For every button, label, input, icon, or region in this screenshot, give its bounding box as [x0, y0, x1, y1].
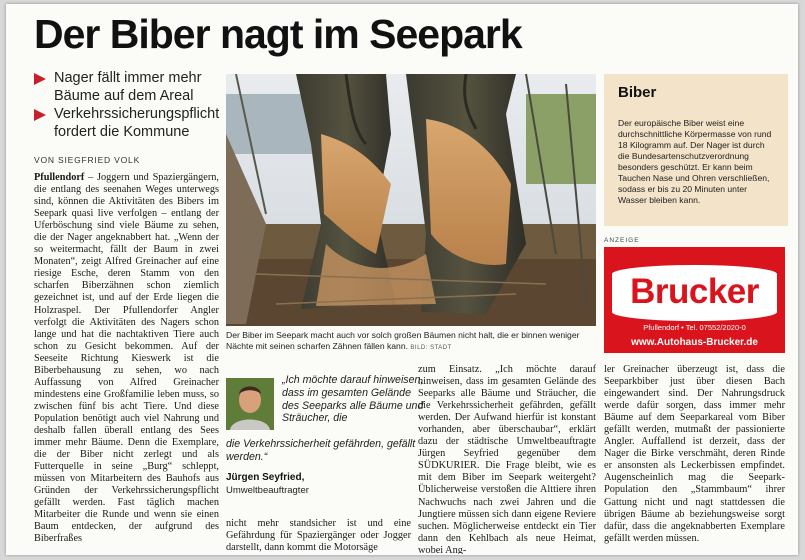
teaser-item — [34, 106, 224, 141]
newspaper-page — [6, 4, 798, 555]
article-column-4: ler Greinacher überzeugt ist, dass die Seeparkbiber just über diesen Bach eingewandert sind. Der Nahrungsdruck werde dafür sorgen, dass immer mehr Bäume auf dem Seeparkareal vom Biber gefällt werden, mutmaßt der passionierte Angler. Auffallend ist derzeit, dass der Nager die Birke verschmäht, deren Rinde er ansonsten als Leckerbissen empfindet. Augenscheinlich mag die Seepark-Population den „Stammbaum“ ihrer Gattung nicht und nagt stattdessen die übrigen Bäume ab beziehungsweise sorgt dafür, dass die angeknabberten Exemplare gefällt werden müssen. — [604, 364, 785, 544]
advertisement[interactable] — [604, 247, 785, 353]
info-box — [604, 74, 788, 226]
article-column-3: zum Einsatz. „Ich möchte darauf hinweisen, dass im gesamten Gelände des Seeparks alle Bäume und Sträucher, die die Verkehrssicherheit gefährden, gefällt werden. Der Aufwand hierfür ist konstant vorhanden, aber überschaubar“, erklärt dazu der städtische Umweltbeauftragte Jürgen Seyfried gegenüber dem SÜDKURIER. Die Frage bleibt, wie es mit dem Biber im Seepark weitergeht? Üblicherweise verstoßen die Alttiere ihren Nachwuchs nach zwei Jahren und die Jungtiere müssen sich dann eigene Reviere suchen. Möglicherweise entdeckt ein Tier dann den Kehlbach als neue Heimat, wobei Ang- — [418, 364, 596, 554]
dateline-place: Pfullendorf — [34, 172, 85, 183]
article-photo — [226, 74, 596, 326]
quote-author: Jürgen Seyfried, — [226, 472, 305, 483]
quote-text: „Ich möchte darauf hinweisen, dass im gesamten Gelände des Seeparks alle Bäume und Sträucher, die — [282, 374, 424, 425]
byline: VON SIEGFRIED VOLK — [34, 155, 141, 165]
teaser-text: Verkehrssicherungspflicht fordert die Kommune — [54, 106, 220, 140]
photo-credit: BILD: STADT — [410, 345, 452, 351]
info-box-text: Der europäische Biber weist eine durchschnittliche Körpermasse von rund 18 Kilogramm auf. Der Nager ist durch die Bundesartenschutzverordnung besonders geschützt. Er kann beim Tauchen Nase und Ohren verschließen, sodass er bis zu 20 Minuten unter Wasser bleiben kann. — [618, 118, 772, 205]
teaser-list — [34, 70, 224, 142]
photo-caption — [226, 330, 596, 354]
ad-label: ANZEIGE — [604, 237, 640, 244]
ad-url[interactable]: www.Autohaus-Brucker.de — [631, 337, 758, 348]
article-column-2: nicht mehr standsicher ist und eine Gefährdung für Spaziergänger oder Jogger darstellt, dann kommt die Motorsäge — [226, 518, 411, 554]
quote-text-continued: die Verkehrssicherheit gefährden, gefällt werden.“ — [226, 438, 416, 463]
headline: Der Biber nagt im Seepark — [34, 11, 522, 57]
teaser-item — [34, 70, 224, 105]
portrait-photo — [226, 378, 274, 430]
caption-text: Der Biber im Seepark macht auch vor solch großen Bäumen nicht halt, die er binnen weniger Nächte mit seinen scharfen Zähnen fällen kann. — [226, 330, 580, 351]
article-column-1 — [34, 172, 219, 552]
ad-brand: Brucker — [630, 272, 759, 311]
gnawed-tree-photo — [226, 74, 596, 326]
article-text: – Joggern und Spaziergängern, die entlang des seenahen Weges unterwegs sind, können die Aktivitäten des Bibers im Seepark quasi live verfolgen – entlang der Uferböschung sind viele Bäume zu sehen, die der Nager angeknabbert hat. „Wenn der so weitermacht, fällt der Baum in zwei Monaten“, zeigt Alfred Greinacher auf eine riesige Esche, deren Stamm von den scharfen Biberzähnen schon ziemlich gezeichnet ist, und auf der Erde liegen die Holzraspel. Der Pfullendorfer Angler verfolgt die Aktivitäten des Nagers schon lange und hat die nachtaktiven Tiere auch schon zu Gesicht bekommen. Auf der Seeseite Richtung Kieswerk ist die Biberbehausung zu sehen, wo nach Auffassung von Alfred Greinacher mindestens eine Großfamilie leben muss, so zwischen fünf bis acht Tiere. Und diese Population benötigt auch viel Nahrung und deshalb fallen überall entlang des Sees immer mehr Bäume. Denn die Exemplare, die der Biber nicht zerlegt und als Futterquelle in seine „Burg“ schleppt, müssen von Mitarbeitern des Bauhofs aus Gründen der Verkehrssicherungspflicht gefällt werden. Fast täglich machen Mitarbeiter die Runde und wenn sie einen Baum entdecken, der aufgrund des Biberfraßes — [34, 172, 219, 545]
ad-subline: Pfullendorf • Tel. 07552/2020-0 — [643, 323, 746, 332]
pull-quote — [226, 374, 424, 504]
teaser-text: Nager fällt immer mehr Bäume auf dem Areal — [54, 70, 202, 104]
red-arrow-icon — [34, 109, 46, 121]
red-arrow-icon — [34, 73, 46, 85]
info-box-title: Biber — [618, 84, 657, 101]
quote-role: Umweltbeauftragter — [226, 485, 309, 496]
person-portrait — [226, 378, 274, 430]
